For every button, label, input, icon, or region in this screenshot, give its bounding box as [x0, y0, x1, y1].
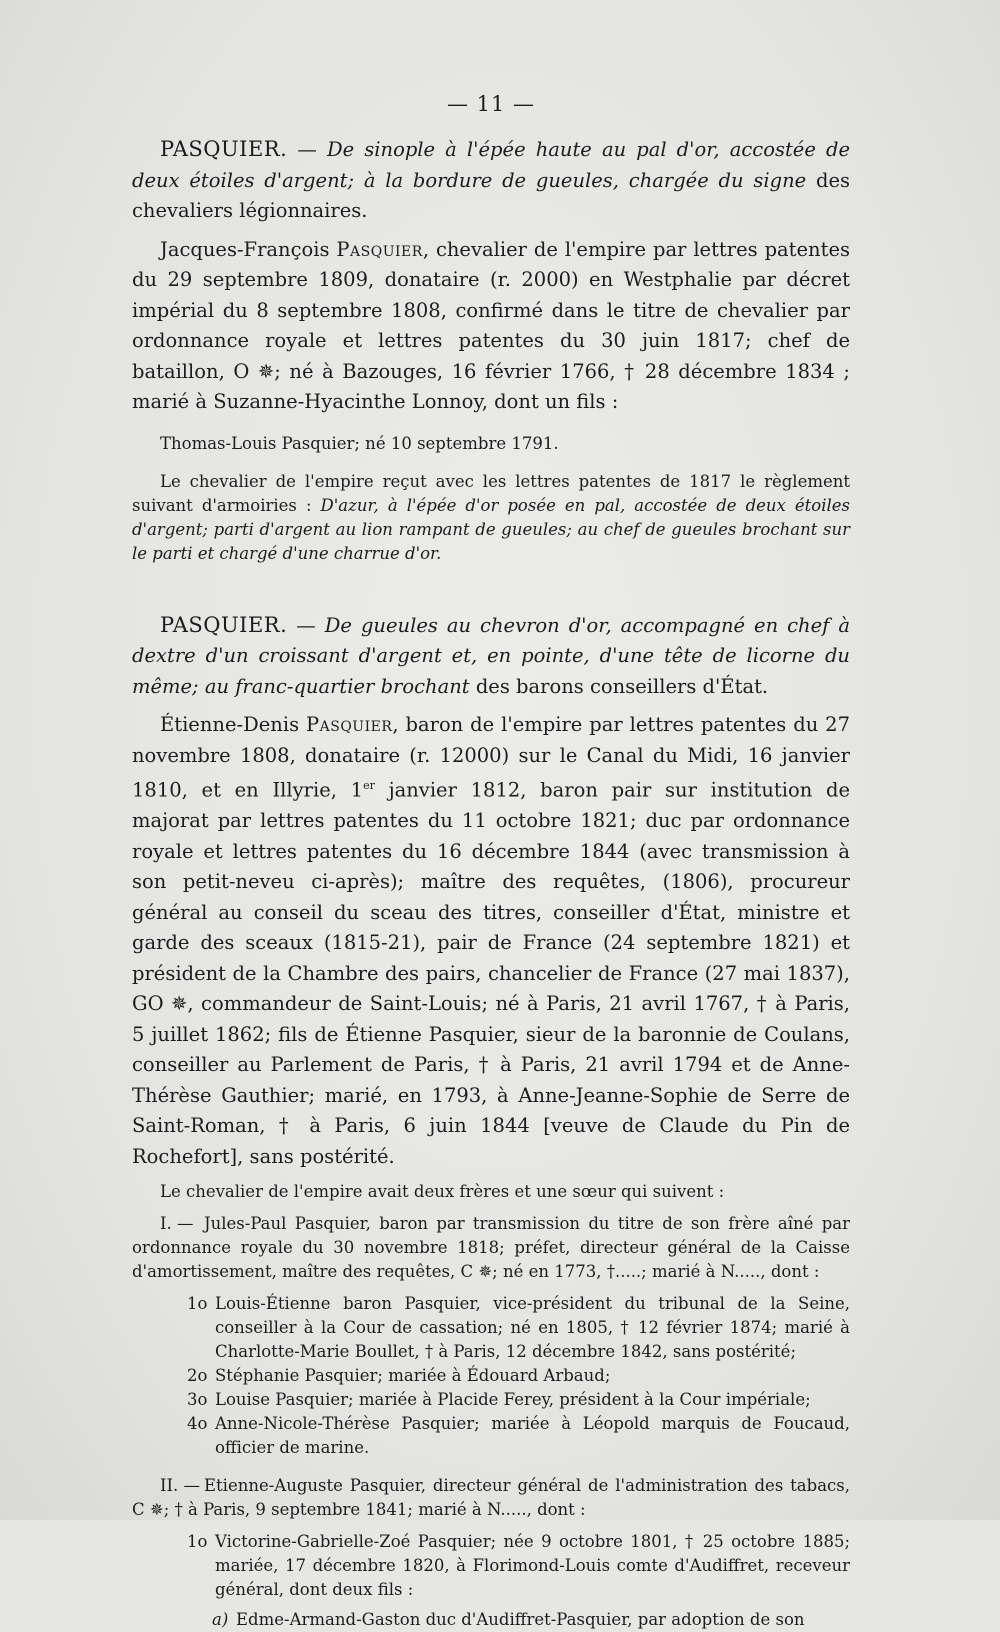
entry1-name: PASQUIER.	[160, 137, 288, 161]
brother-1: I. — Jules-Paul Pasquier, baron par transmission du titre de son frère aîné par ordonnance royale du 30 novembre 1818; préfet, directeur général de la Caisse d'amortissement, maître des requêtes, C ✵; né en 1773, †.....; marié à N....., dont :	[132, 1214, 850, 1281]
list-item: a) Edme-Armand-Gaston duc d'Audiffret-Pasquier, par adoption de son	[212, 1610, 805, 1629]
page-number: — 11 —	[446, 92, 536, 116]
brother-2-number: II. —	[160, 1476, 201, 1495]
entry1-note-blazon: D'azur, à l'épée d'or posée en pal, accostée de deux étoiles d'argent; parti d'argent au lion rampant de gueules; au chef de gueules brochant sur le parti et chargé d'une charrue d'or.	[132, 495, 850, 563]
entry1-son: Thomas-Louis Pasquier; né 10 septembre 1791.	[160, 433, 559, 453]
brother-2-children	[132, 1530, 850, 1632]
list-item: 1o Victorine-Gabrielle-Zoé Pasquier; née 9 octobre 1801, † 25 octobre 1885; mariée, 17 décembre 1820, à Florimond-Louis comte d'Audiffret, receveur général, dont deux fils :	[187, 1532, 850, 1599]
brother-1-children	[132, 1292, 850, 1460]
entry2-arms: PASQUIER. — De gueules au chevron d'or, accompagné en chef à dextre d'un croissant d'argent et, en pointe, d'une tête de licorne du même; au franc-quartier brochant des barons conseillers d'État.	[132, 612, 850, 698]
entry1-surname: Pasquier	[336, 237, 423, 261]
entry2-blazon: De gueules au chevron d'or, accompagné en chef à dextre d'un croissant d'argent et, en pointe, d'une tête de licorne du même; au franc-quartier brochant	[132, 613, 850, 698]
entry2-name: PASQUIER.	[160, 612, 288, 637]
entry1-blazon: De sinople à l'épée haute au pal d'or, accostée de deux étoiles d'argent; à la bordure de gueules, chargée du signe	[132, 138, 850, 192]
entry2-biography: Étienne-Denis Pasquier, baron de l'empire par lettres patentes du 27 novembre 1808, donataire (r. 12000) sur le Canal du Midi, 16 janvier 1810, et en Illyrie, 1er janvier 1812, baron pair sur institution de majorat par lettres patentes du 11 octobre 1821; duc par ordonnance royale et lettres patentes du 16 décembre 1844 (avec transmission à son petit-neveu ci-après); maître des requêtes, (1806), procureur général au conseil du sceau des titres, conseiller d'État, ministre et garde des sceaux (1815-21), pair de France (24 septembre 1821) et président de la Chambre des pairs, chancelier de France (27 mai 1837), GO ✵, commandeur de Saint-Louis; né à Paris, 21 avril 1767, † à Paris, 5 juillet 1862; fils de Étienne Pasquier, sieur de la baronnie de Coulans, conseiller au Parlement de Paris, † à Paris, 21 avril 1794 et de Anne-Thérèse Gauthier; marié, en 1793, à Anne-Jeanne-Sophie de Serre de Saint-Roman, † à Paris, 6 juin 1844 [veuve de Claude du Pin de Rochefort], sans postérité.	[132, 713, 850, 1168]
list-item: 4o Anne-Nicole-Thérèse Pasquier; mariée à Léopold marquis de Foucaud, officier de marine.	[187, 1414, 850, 1457]
brother-1-number: I. —	[160, 1214, 194, 1233]
entry1-note: Le chevalier de l'empire reçut avec les lettres patentes de 1817 le règlement suivant d'armoiries : D'azur, à l'épée d'or posée en pal, accostée de deux étoiles d'argent; parti d'argent au lion rampant de gueules; au chef de gueules brochant sur le parti et chargé d'une charrue d'or.	[132, 471, 850, 563]
entry1-arms: PASQUIER. — De sinople à l'épée haute au pal d'or, accostée de deux étoiles d'argent; à la bordure de gueules, chargée du signe des chevaliers légionnaires.	[132, 137, 850, 222]
siblings-intro: Le chevalier de l'empire avait deux frères et une sœur qui suivent :	[160, 1182, 725, 1201]
list-item: 3o Louise Pasquier; mariée à Placide Ferey, président à la Cour impériale;	[187, 1390, 811, 1409]
brother-2: II. — Etienne-Auguste Pasquier, directeur général de l'administration des tabacs, C ✵; † à Paris, 9 septembre 1841; marié à N....., dont :	[132, 1476, 850, 1519]
entry1-biography: Jacques-François Pasquier, chevalier de l'empire par lettres patentes du 29 septembre 1809, donataire (r. 2000) en Westphalie par décret impérial du 8 septembre 1808, confirmé dans le titre de chevalier par ordonnance royale et lettres patentes du 30 juin 1817; chef de bataillon, O ✵; né à Bazouges, 16 février 1766, † 28 décembre 1834 ; marié à Suzanne-Hyacinthe Lonnoy, dont un fils :	[132, 237, 850, 413]
list-item: 1o Louis-Étienne baron Pasquier, vice-président du tribunal de la Seine, conseiller à la Cour de cassation; né en 1805, † 12 février 1874; marié à Charlotte-Marie Boullet, † à Paris, 12 décembre 1842, sans postérité;	[187, 1294, 850, 1361]
entry2-surname: Pasquier	[306, 713, 393, 736]
list-item: 2o Stéphanie Pasquier; mariée à Édouard Arbaud;	[187, 1366, 611, 1385]
